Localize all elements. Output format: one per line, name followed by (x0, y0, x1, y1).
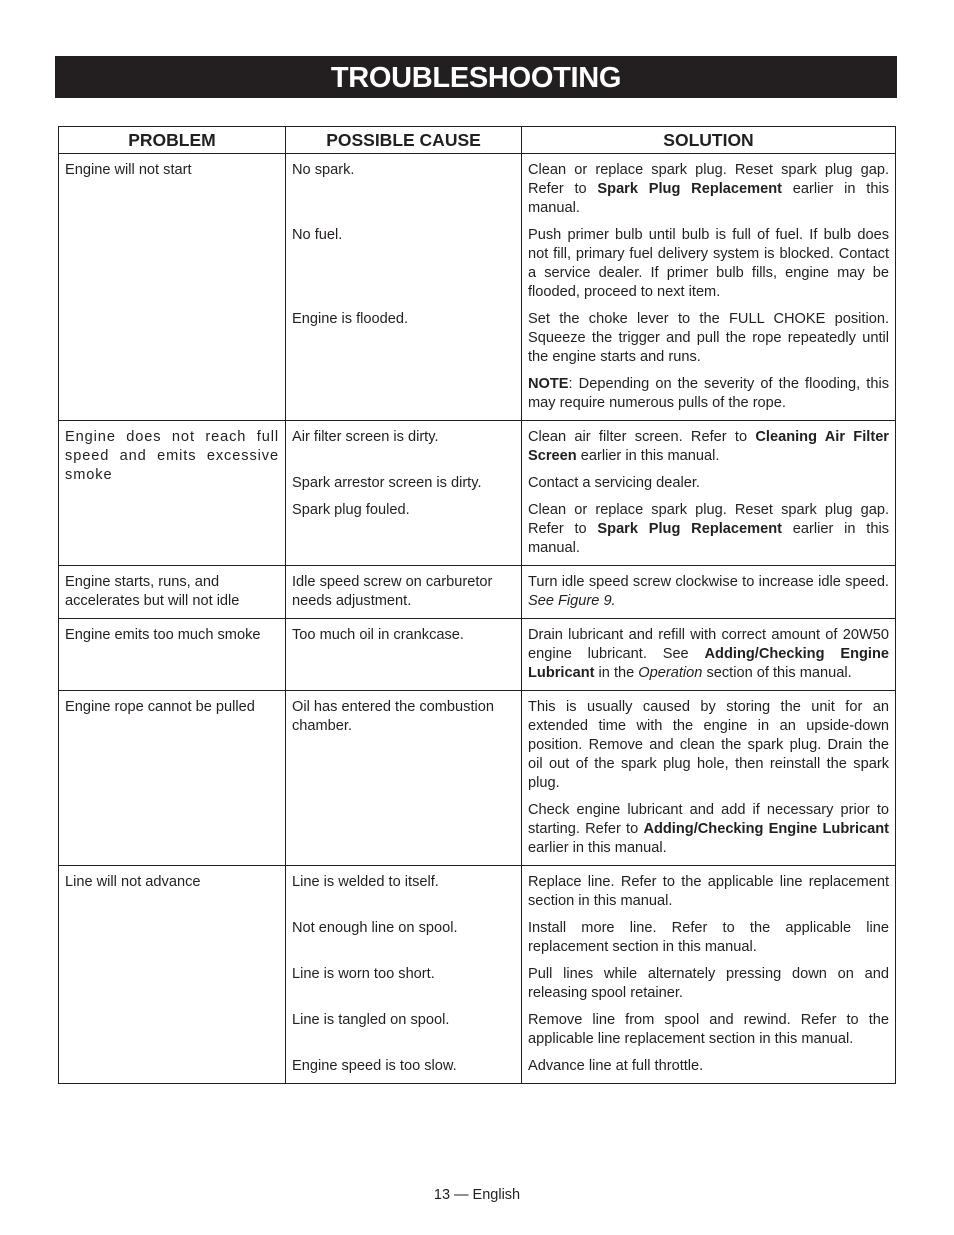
solution-segment: This is usually caused by storing the unit for an extended time with the engine in an upside-down position. Remove and clean the spark plug. Drain the oil out of the spark plug hole, then reinstall the spark plug. (528, 699, 889, 791)
cause-text (292, 375, 515, 413)
solution-segment: Remove line from spool and rewind. Refer to the applicable line replacement section in this manual. (528, 1012, 889, 1047)
page-footer: 13 — English (433, 1187, 521, 1203)
column-header-solution: SOLUTION (522, 127, 896, 154)
solution-segment: Replace line. Refer to the applicable line replacement section in this manual. (528, 874, 889, 909)
solution-cell (522, 691, 896, 866)
solution-segment: Clean or replace spark plug. Reset spark plug gap. Refer to (528, 502, 889, 537)
solution-segment: Check engine lubricant and add if necessary prior to starting. Refer to (528, 802, 889, 837)
solution-segment: earlier in this manual. (528, 181, 889, 216)
problem-text: Engine starts, runs, and accelerates but will not idle (65, 574, 240, 609)
solution-segment: earlier in this manual. (576, 448, 720, 464)
cause-cell (286, 619, 522, 691)
solution-emphasis: Spark Plug Replacement (597, 181, 783, 197)
cause-text: Line is welded to itself. (292, 874, 439, 890)
solution-text (528, 626, 889, 683)
table-row (59, 566, 896, 619)
solution-cell (522, 154, 896, 421)
table-body (59, 154, 896, 1084)
solution-segment: Clean or replace spark plug. Reset spark plug gap. Refer to (528, 162, 889, 197)
table-row (59, 866, 896, 1084)
problem-text: Line will not advance (65, 874, 201, 890)
solution-text (528, 1057, 889, 1076)
solution-segment: Install more line. Refer to the applicable line replacement section in this manual. (528, 920, 889, 955)
cause-text: Air filter screen is dirty. (292, 429, 439, 445)
cause-text: Idle speed screw on carburetor needs adjustment. (292, 574, 493, 609)
solution-text (528, 965, 889, 1003)
solution-italic: See Figure 9. (528, 593, 616, 609)
problem-text: Engine will not start (65, 162, 192, 178)
cause-cell (286, 421, 522, 566)
page-title: TROUBLESHOOTING (55, 56, 897, 98)
problem-cell (59, 566, 286, 619)
problem-cell (59, 691, 286, 866)
solution-emphasis: NOTE (528, 376, 569, 392)
cause-cell (286, 566, 522, 619)
table-row (59, 421, 896, 566)
solution-text (528, 919, 889, 957)
problem-cell (59, 619, 286, 691)
cause-text: Not enough line on spool. (292, 920, 458, 936)
solution-segment: section of this manual. (702, 665, 852, 681)
solution-italic: Operation (638, 665, 703, 681)
solution-text (528, 573, 889, 611)
problem-cell (59, 154, 286, 421)
solution-segment: Contact a servicing dealer. (528, 475, 700, 491)
table-row (59, 154, 896, 421)
troubleshooting-table (58, 126, 896, 1084)
solution-segment: earlier in this manual. (528, 521, 889, 556)
solution-text (528, 310, 889, 367)
problem-text: Engine rope cannot be pulled (65, 699, 255, 715)
solution-emphasis: Spark Plug Replacement (597, 521, 783, 537)
cause-text: No spark. (292, 162, 355, 178)
cause-cell (286, 866, 522, 1084)
cause-text: Oil has entered the combustion chamber. (292, 699, 494, 734)
solution-text (528, 801, 889, 858)
cause-text: Engine speed is too slow. (292, 1058, 457, 1074)
solution-emphasis: Adding/Checking Engine Lubricant (528, 646, 889, 681)
solution-segment: : Depending on the severity of the flooding, this may require numerous pulls of the rope. (528, 376, 889, 411)
solution-emphasis: Cleaning Air Filter Screen (528, 429, 889, 464)
problem-cell (59, 421, 286, 566)
solution-text (528, 698, 889, 793)
cause-text: Spark plug fouled. (292, 502, 410, 518)
cause-text: Spark arrestor screen is dirty. (292, 475, 482, 491)
cause-text: Too much oil in crankcase. (292, 627, 464, 643)
solution-emphasis: Adding/Checking Engine Lubricant (643, 821, 890, 837)
solution-text (528, 474, 889, 493)
cause-cell (286, 691, 522, 866)
cause-text: Line is tangled on spool. (292, 1012, 450, 1028)
cause-text: Engine is flooded. (292, 311, 409, 327)
cause-cell (286, 154, 522, 421)
solution-segment: Turn idle speed screw clockwise to increase idle speed. (528, 574, 889, 590)
solution-cell (522, 866, 896, 1084)
solution-cell (522, 566, 896, 619)
solution-text (528, 1011, 889, 1049)
solution-segment: Pull lines while alternately pressing down on and releasing spool retainer. (528, 966, 889, 1001)
table-header-row (59, 127, 896, 154)
solution-cell (522, 619, 896, 691)
cause-text (292, 801, 515, 858)
problem-text: Engine does not reach full speed and emits excessive smoke (65, 429, 279, 483)
solution-text (528, 873, 889, 911)
solution-segment: in the (594, 665, 639, 681)
solution-text (528, 226, 889, 302)
solution-segment: Drain lubricant and refill with correct amount of 20W50 engine lubricant. See (528, 627, 889, 662)
solution-text (528, 428, 889, 466)
cause-text: Line is worn too short. (292, 966, 435, 982)
solution-segment: Clean air filter screen. Refer to (528, 429, 756, 445)
cause-text: No fuel. (292, 227, 343, 243)
solution-segment: Set the choke lever to the FULL CHOKE position. Squeeze the trigger and pull the rope repeatedly until the engine starts and runs. (528, 311, 889, 365)
column-header-problem: PROBLEM (59, 127, 286, 154)
solution-segment: Advance line at full throttle. (528, 1058, 704, 1074)
solution-cell (522, 421, 896, 566)
table-row (59, 619, 896, 691)
solution-text (528, 501, 889, 558)
solution-text (528, 161, 889, 218)
problem-text: Engine emits too much smoke (65, 627, 261, 643)
table-row (59, 691, 896, 866)
problem-cell (59, 866, 286, 1084)
solution-text (528, 375, 889, 413)
solution-segment: Push primer bulb until bulb is full of fuel. If bulb does not fill, primary fuel delivery system is blocked. Contact a service dealer. If primer bulb fills, engine may be flooded, proceed to next item. (528, 227, 889, 300)
column-header-cause: POSSIBLE CAUSE (286, 127, 522, 154)
solution-segment: earlier in this manual. (528, 840, 667, 856)
